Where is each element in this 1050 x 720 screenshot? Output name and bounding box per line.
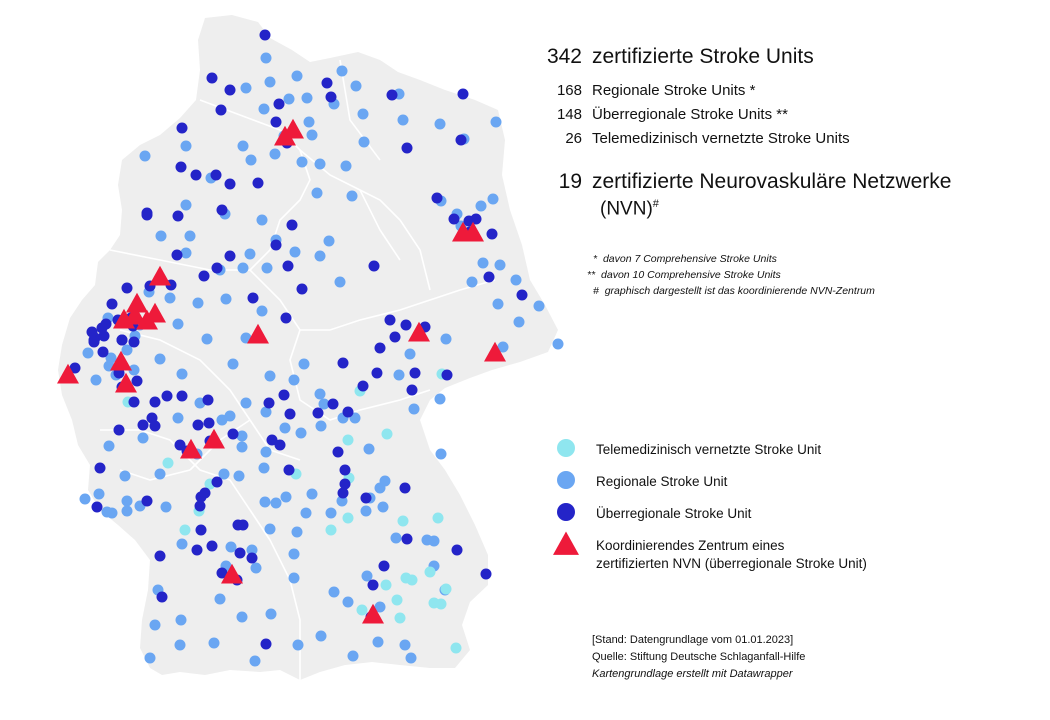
stat-tele [0,130,1050,150]
supraregional-stroke-unit-marker [138,420,149,431]
regional-stroke-unit-marker [364,444,375,455]
supraregional-stroke-unit-marker [122,283,133,294]
supraregional-stroke-unit-marker [275,440,286,451]
regional-stroke-unit-marker [234,471,245,482]
regional-stroke-unit-marker [394,370,405,381]
regional-stroke-unit-marker [215,594,226,605]
stat-regional-number: 168 [556,82,582,99]
regional-stroke-unit-marker [316,421,327,432]
legend-label-supraregional: Überregionale Stroke Unit [596,506,752,521]
supraregional-stroke-unit-marker [487,229,498,240]
regional-stroke-unit-marker [241,398,252,409]
stat-tele-number: 26 [565,130,582,147]
regional-stroke-unit-marker [373,637,384,648]
regional-stroke-unit-marker [391,533,402,544]
regional-stroke-unit-marker [150,620,161,631]
tele-stroke-unit-marker [180,525,191,536]
supraregional-stroke-unit-marker [97,323,108,334]
regional-stroke-unit-marker [265,524,276,535]
regional-stroke-unit-marker [161,502,172,513]
regional-stroke-unit-marker [177,539,188,550]
supraregional-stroke-unit-marker [212,263,223,274]
supraregional-stroke-unit-marker [285,409,296,420]
supraregional-stroke-unit-marker [114,425,125,436]
regional-stroke-unit-marker [441,334,452,345]
regional-stroke-unit-marker [238,263,249,274]
legend-label-regional: Regionale Stroke Unit [596,474,728,489]
tele-stroke-unit-marker [425,567,436,578]
stat-total [0,45,1050,75]
regional-stroke-unit-marker [289,375,300,386]
regional-stroke-unit-marker [380,476,391,487]
tele-stroke-unit-marker [441,584,452,595]
regional-stroke-unit-marker [362,571,373,582]
regional-stroke-unit-marker [165,293,176,304]
supraregional-stroke-unit-marker [369,261,380,272]
supraregional-stroke-unit-marker [517,290,528,301]
regional-stroke-unit-marker [493,299,504,310]
supraregional-stroke-unit-marker [225,251,236,262]
regional-stroke-unit-marker [177,369,188,380]
supraregional-stroke-unit-marker [150,397,161,408]
regional-stroke-unit-marker [145,653,156,664]
supraregional-stroke-unit-marker [172,250,183,261]
regional-stroke-unit-marker [261,447,272,458]
supraregional-stroke-unit-marker [313,408,324,419]
supraregional-stroke-unit-marker [228,429,239,440]
supraregional-stroke-unit-marker [150,421,161,432]
regional-stroke-unit-marker [281,492,292,503]
footnote-3 [593,285,875,297]
tele-stroke-unit-marker [382,429,393,440]
supraregional-stroke-unit-marker [452,545,463,556]
tele-stroke-unit-marker [326,525,337,536]
supraregional-stroke-unit-marker [203,395,214,406]
regional-stroke-unit-marker [83,348,94,359]
regional-stroke-unit-marker [467,277,478,288]
supraregional-stroke-unit-marker [343,407,354,418]
supraregional-stroke-unit-marker [195,501,206,512]
source-stand: [Stand: Datengrundlage vom 01.01.2023] [592,634,794,646]
regional-stroke-unit-marker [246,155,257,166]
stat-nvn-label-line2 [600,198,659,220]
supraregional-stroke-unit-marker [157,592,168,603]
regional-stroke-unit-marker [324,236,335,247]
supraregional-stroke-unit-marker [358,381,369,392]
supraregional-stroke-unit-marker [177,391,188,402]
regional-stroke-unit-marker [495,260,506,271]
supraregional-stroke-unit-marker [402,534,413,545]
regional-stroke-unit-marker [140,151,151,162]
regional-stroke-unit-marker [245,249,256,260]
tele-stroke-unit-marker [395,613,406,624]
supraregional-stroke-unit-marker [410,368,421,379]
tele-stroke-unit-marker [436,599,447,610]
tele-stroke-unit-marker [392,595,403,606]
supraregional-stroke-unit-marker [297,284,308,295]
regional-stroke-unit-marker [315,389,326,400]
supraregional-stroke-unit-marker [204,418,215,429]
supraregional-stroke-unit-marker [87,327,98,338]
tele-stroke-unit-marker [343,513,354,524]
regional-stroke-unit-marker [348,651,359,662]
stat-regional [0,82,1050,102]
regional-stroke-unit-marker [250,656,261,667]
regional-stroke-unit-marker [237,612,248,623]
regional-stroke-unit-marker [316,631,327,642]
supraregional-stroke-unit-marker [401,320,412,331]
supraregional-stroke-unit-marker [95,463,106,474]
footnote-2 [587,269,781,281]
regional-stroke-unit-marker [326,508,337,519]
regional-stroke-unit-marker [511,275,522,286]
regional-stroke-unit-marker [122,496,133,507]
regional-stroke-unit-marker [400,640,411,651]
regional-stroke-unit-marker [429,536,440,547]
supraregional-stroke-unit-marker [200,488,211,499]
tele-stroke-unit-marker [401,573,412,584]
stat-tele-label: Telemedizinisch vernetzte Stroke Units [592,130,850,147]
supraregional-stroke-unit-marker [338,358,349,369]
stat-supraregional-number: 148 [556,106,582,123]
regional-stroke-unit-marker [237,442,248,453]
supraregional-stroke-unit-marker [260,30,271,41]
nvn-abbrev: (NVN) [600,198,653,220]
supraregional-stroke-unit-marker [385,315,396,326]
supraregional-stroke-unit-marker [207,541,218,552]
regional-stroke-unit-marker [296,428,307,439]
legend-label-nvn-line2: zertifizierten NVN (überregionale Stroke Unit) [596,556,867,571]
supraregional-stroke-unit-marker [279,390,290,401]
regional-stroke-unit-marker [299,359,310,370]
regional-stroke-unit-marker [301,508,312,519]
supraregional-stroke-unit-marker [89,337,100,348]
supraregional-stroke-unit-marker [333,447,344,458]
regional-stroke-unit-marker [176,615,187,626]
supraregional-stroke-unit-marker [247,553,258,564]
footnote-mark: # [593,285,599,297]
regional-stroke-unit-marker [361,506,372,517]
regional-stroke-unit-marker [289,573,300,584]
supraregional-stroke-unit-marker [129,397,140,408]
supraregional-stroke-unit-marker [481,569,492,580]
regional-stroke-unit-marker [293,640,304,651]
footnote-text: davon 7 Comprehensive Stroke Units [602,253,777,265]
regional-stroke-unit-marker [155,354,166,365]
supraregional-stroke-unit-marker [484,272,495,283]
regional-stroke-unit-marker [122,506,133,517]
regional-stroke-unit-marker [266,609,277,620]
supraregional-stroke-unit-marker [238,520,249,531]
supraregional-stroke-unit-marker [155,551,166,562]
regional-stroke-unit-marker [228,359,239,370]
stat-supraregional-label: Überregionale Stroke Units ** [592,106,788,123]
regional-stroke-unit-marker [193,298,204,309]
supraregional-stroke-unit-marker [107,299,118,310]
regional-stroke-unit-marker [265,371,276,382]
regional-stroke-unit-marker [104,441,115,452]
regional-stroke-unit-marker [226,542,237,553]
regional-stroke-unit-marker [185,231,196,242]
regional-stroke-unit-marker [315,251,326,262]
regional-stroke-unit-marker [271,498,282,509]
tele-stroke-unit-marker [163,458,174,469]
regional-stroke-unit-marker [107,508,118,519]
legend-label-nvn-line1: Koordinierendes Zentrum eines [596,538,785,553]
regional-stroke-unit-marker [514,317,525,328]
regional-stroke-unit-marker [292,527,303,538]
regional-stroke-unit-marker [262,263,273,274]
supraregional-stroke-unit-marker [261,639,272,650]
regional-stroke-unit-marker [138,433,149,444]
regional-stroke-unit-marker [307,489,318,500]
supraregional-stroke-unit-marker [271,240,282,251]
supraregional-stroke-unit-marker [142,496,153,507]
regional-stroke-unit-marker [406,653,417,664]
regional-stroke-unit-marker [435,394,446,405]
regional-stroke-unit-marker [436,449,447,460]
supraregional-stroke-unit-marker [283,261,294,272]
stat-nvn-number: 19 [558,170,582,193]
regional-stroke-unit-marker [289,549,300,560]
footnote-1 [593,253,777,265]
regional-stroke-unit-marker [259,463,270,474]
regional-stroke-unit-marker [173,319,184,330]
regional-stroke-unit-marker [257,306,268,317]
tele-stroke-unit-marker [357,605,368,616]
regional-stroke-unit-marker [175,640,186,651]
regional-stroke-unit-marker [315,159,326,170]
nvn-sup: # [652,198,659,210]
supraregional-stroke-unit-marker [390,332,401,343]
regional-stroke-unit-marker [534,301,545,312]
regional-stroke-unit-marker [297,157,308,168]
regional-stroke-unit-marker [280,423,291,434]
supraregional-stroke-unit-marker [338,488,349,499]
source-quelle: Quelle: Stiftung Deutsche Schlaganfall-Hilfe [592,651,806,663]
regional-stroke-unit-marker [270,149,281,160]
supraregional-stroke-unit-marker [192,545,203,556]
stat-nvn [0,170,1050,230]
stat-supraregional [0,106,1050,126]
supraregional-stroke-unit-marker [368,580,379,591]
supraregional-stroke-unit-marker [375,343,386,354]
regional-stroke-unit-marker [91,375,102,386]
tele-stroke-unit-marker [398,516,409,527]
regional-stroke-unit-marker [405,349,416,360]
regional-stroke-unit-marker [156,231,167,242]
regional-stroke-unit-marker [209,638,220,649]
regional-stroke-unit-marker [217,415,228,426]
regional-stroke-unit-marker [409,404,420,415]
regional-stroke-unit-marker [335,277,346,288]
supraregional-stroke-unit-marker [340,465,351,476]
regional-stroke-unit-marker [173,413,184,424]
supraregional-stroke-unit-marker [98,347,109,358]
supraregional-stroke-unit-marker [379,561,390,572]
supraregional-stroke-unit-marker [284,465,295,476]
supraregional-stroke-unit-marker [162,391,173,402]
footnote-mark: ** [587,269,596,281]
regional-stroke-unit-marker [80,494,91,505]
supraregional-stroke-unit-marker [129,337,140,348]
supraregional-stroke-unit-marker [117,335,128,346]
regional-stroke-unit-marker [290,247,301,258]
supraregional-stroke-unit-marker [442,370,453,381]
supraregional-stroke-unit-marker [212,477,223,488]
regional-stroke-unit-marker [94,489,105,500]
supraregional-stroke-unit-marker [400,483,411,494]
regional-stroke-unit-marker [553,339,564,350]
stat-nvn-label-line1: zertifizierte Neurovaskuläre Netzwerke [592,170,952,193]
supraregional-stroke-unit-marker [407,385,418,396]
supraregional-stroke-unit-marker [264,398,275,409]
regional-stroke-unit-marker [478,258,489,269]
footnote-text: davon 10 Comprehensive Stroke Units [601,269,781,281]
supraregional-stroke-unit-marker [132,376,143,387]
regional-stroke-unit-marker [260,497,271,508]
legend [552,436,1032,586]
supraregional-stroke-unit-marker [92,502,103,513]
supraregional-stroke-unit-marker [372,368,383,379]
tele-stroke-unit-marker [343,435,354,446]
regional-stroke-unit-marker [120,471,131,482]
supraregional-stroke-unit-marker [199,271,210,282]
tele-stroke-unit-marker [433,513,444,524]
footnote-mark: * [593,253,598,265]
regional-stroke-unit-marker [221,294,232,305]
stat-regional-label: Regionale Stroke Units * [592,82,756,99]
tele-stroke-unit-marker [451,643,462,654]
source-kartengrundlage: Kartengrundlage erstellt mit Datawrapper [592,668,793,680]
supraregional-stroke-unit-marker [193,420,204,431]
regional-stroke-unit-marker [202,334,213,345]
regional-stroke-unit-marker [378,502,389,513]
supraregional-stroke-unit-marker [196,525,207,536]
regional-stroke-unit-marker [329,587,340,598]
stat-total-label: zertifizierte Stroke Units [592,45,814,68]
legend-label-tele: Telemedizinisch vernetzte Stroke Unit [596,442,822,457]
regional-stroke-unit-marker [155,469,166,480]
supraregional-stroke-unit-marker [281,313,292,324]
tele-stroke-unit-marker [381,580,392,591]
supraregional-stroke-unit-marker [361,493,372,504]
regional-stroke-unit-marker [251,563,262,574]
supraregional-stroke-unit-marker [235,548,246,559]
stat-total-number: 342 [546,45,582,68]
regional-stroke-unit-marker [343,597,354,608]
supraregional-stroke-unit-marker [248,293,259,304]
footnote-text: graphisch dargestellt ist das koordinierende NVN-Zentrum [604,285,875,297]
supraregional-stroke-unit-marker [328,399,339,410]
